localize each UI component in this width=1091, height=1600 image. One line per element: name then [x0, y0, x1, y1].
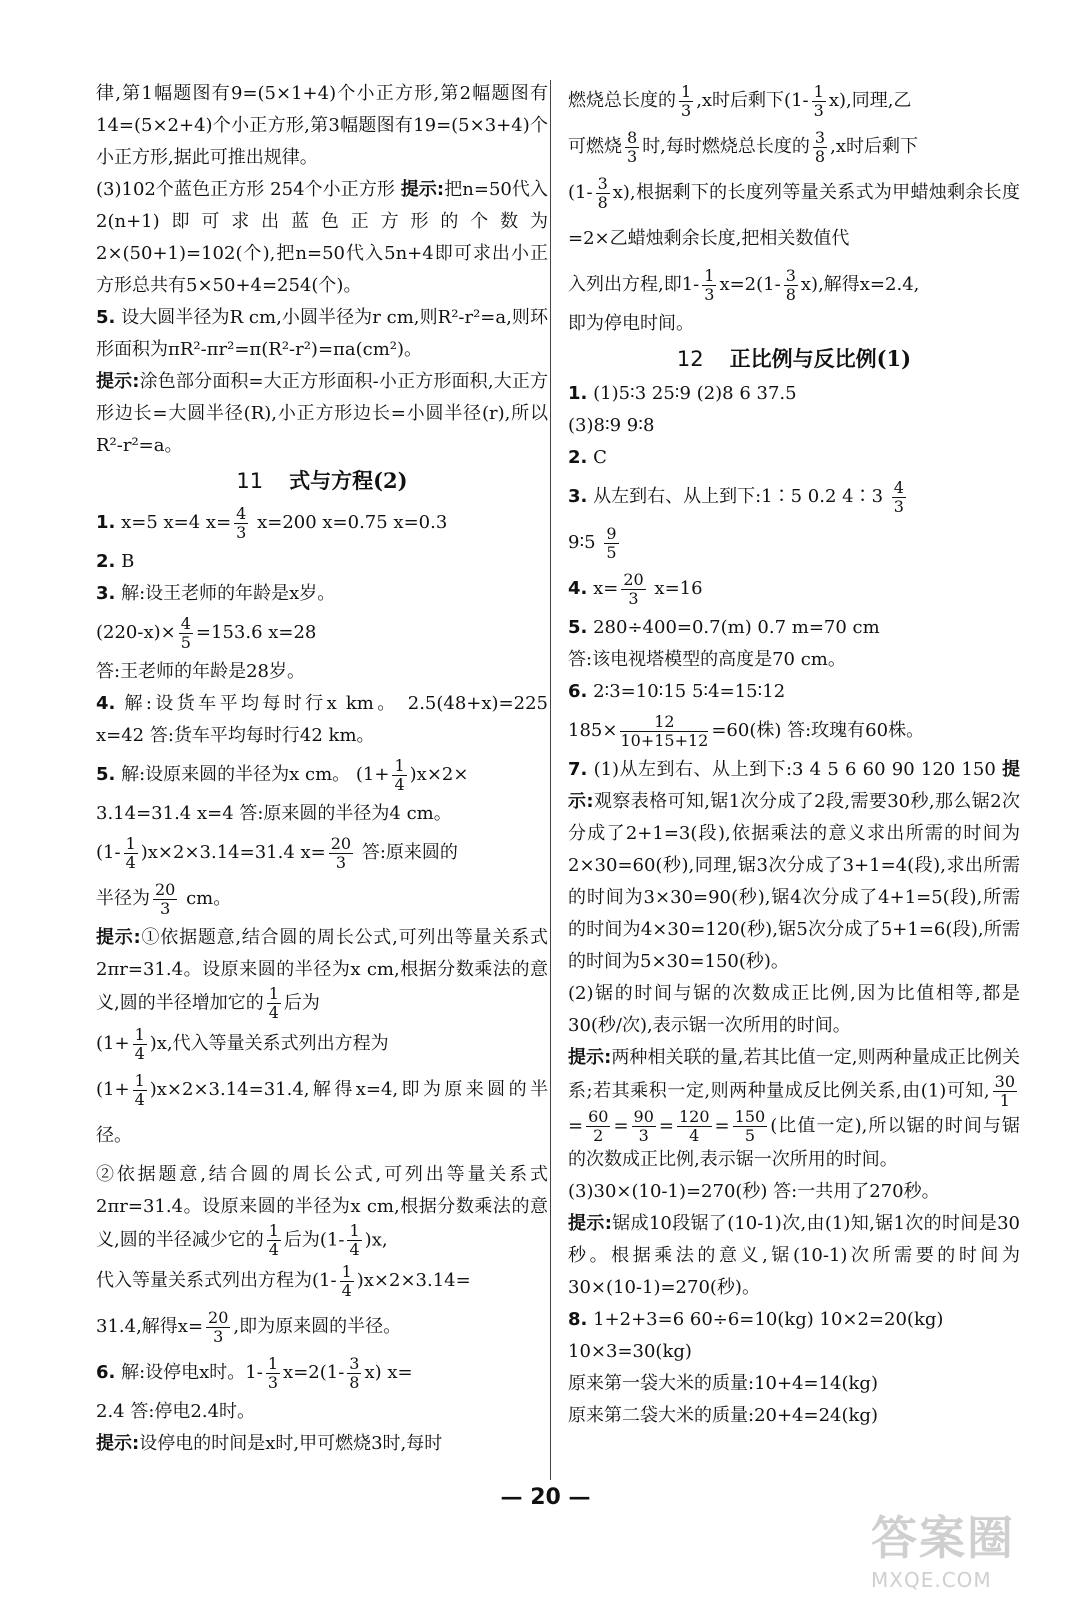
- candle-hint-line1: 燃烧总长度的 $\frac{1}{3}$ ,x时后剩下(1- $\frac{1}{3}$ x),同理,乙: [568, 81, 912, 120]
- candle-hint-line5: 即为停电时间。: [568, 313, 694, 334]
- s11-question-3-equation: (220-x)× $\frac{4}{5}$ =153.6 x=28: [96, 613, 317, 652]
- fraction: $\frac{20}{3}$: [330, 833, 352, 872]
- s12-question-7-part3: (3)30×(10-1)=270(秒) 答:一共用了270秒。: [568, 1181, 940, 1202]
- section-12-title: 12 正比例与反比例(1): [676, 346, 912, 371]
- s11-question-5-line2: 3.14=31.4 x=4 答:原来圆的半径为4 cm。: [96, 803, 452, 824]
- fraction: $\frac{3}{8}$: [597, 173, 608, 212]
- right-column: [568, 78, 1020, 1432]
- fraction: $\frac{90}{3}$: [633, 1107, 654, 1145]
- fraction: $\frac{20}{3}$: [208, 1307, 229, 1346]
- question-5-hint: 提示:涂色部分面积=大正方形面积-小正方形面积,大正方形边长=大圆半径(R),小正方形边长=小圆半径(r),所以R²-r²=a。: [96, 371, 548, 456]
- s12-question-7-hint: 提示:两种相关联的量,若其比值一定,则两种量成正比例关系;若其乘积一定,则两种量成反比例关系,由(1)可知, $\frac{30}{1}$ = $\frac{60}{2}$ = $\frac{90}{3}$ = $\frac{120}{4}$ = $\frac{150}{5}$ (比值一定),所以锯的时间与锯的次数成正比例,表示锯一次所用的时间。: [568, 1047, 1020, 1170]
- s12-question-4: 4. x= $\frac{20}{3}$ x=16: [568, 569, 703, 608]
- s11-hint-2-line2: 代入等量关系式列出方程为(1- $\frac{1}{4}$ )x×2×3.14=: [96, 1261, 471, 1300]
- s12-question-2: 2. C: [568, 447, 607, 468]
- fraction: $\frac{1}{3}$: [813, 81, 824, 120]
- candle-hint-line4: 入列出方程,即1- $\frac{1}{3}$ x=2(1- $\frac{3}{8}$ x),解得x=2.4,: [568, 265, 920, 304]
- fraction: $\frac{1}{4}$: [349, 1221, 360, 1259]
- s11-hint-2: ②依据题意,结合圆的周长公式,可列出等量关系式2πr=31.4。设原来圆的半径为x cm,根据分数乘法的意义,圆的半径减少它的 $\frac{1}{4}$ 后为(1- $\frac{1}{4}$ )x,: [96, 1164, 548, 1259]
- s11-hint-1-line3: (1+ $\frac{1}{4}$ )x×2×3.14=31.4,解得x=4,即为原来圆的半径。: [96, 1070, 548, 1146]
- s12-question-7-part2: (2)锯的时间与锯的次数成正比例,因为比值相等,都是30(秒/次),表示锯一次所用的时间。: [568, 983, 1020, 1036]
- fraction: $\frac{12}{10+15+12}$: [620, 711, 709, 750]
- s12-question-1-line2: (3)8∶9 9∶8: [568, 415, 655, 436]
- fraction: $\frac{1}{4}$: [125, 833, 136, 872]
- s12-question-8-line2: 10×3=30(kg): [568, 1341, 692, 1362]
- paragraph-blue-squares: (3)102个蓝色正方形 254个小正方形 提示:把n=50代入2(n+1)即可求出蓝色正方形的个数为2×(50+1)=102(个),把n=50代入5n+4即可求出小正方形总共有5×50+4=254(个)。: [96, 179, 548, 296]
- s11-question-6: 6. 解:设停电x时。1- $\frac{1}{3}$ x=2(1- $\frac{3}{8}$ x) x=: [96, 1353, 413, 1392]
- left-column: [96, 78, 548, 1460]
- s11-hint-1: 提示:①依据题意,结合圆的周长公式,可列出等量关系式2πr=31.4。设原来圆的半径为x cm,根据分数乘法的意义,圆的半径增加它的 $\frac{1}{4}$ 后为: [96, 927, 548, 1022]
- s11-question-6-answer: 2.4 答:停电2.4时。: [96, 1401, 256, 1422]
- fraction: $\frac{30}{1}$: [994, 1072, 1015, 1110]
- hint-label: 提示:: [400, 179, 445, 200]
- s11-question-3-answer: 答:王老师的年龄是28岁。: [96, 661, 305, 682]
- fraction: $\frac{3}{8}$: [785, 265, 796, 304]
- fraction: $\frac{1}{4}$: [394, 755, 405, 794]
- fraction: $\frac{9}{5}$: [606, 523, 617, 562]
- fraction: $\frac{3}{8}$: [814, 127, 826, 166]
- s11-question-5-line4: 半径为 $\frac{20}{3}$ cm。: [96, 879, 232, 918]
- question-5: 5. 设大圆半径为R cm,小圆半径为r cm,则R²-r²=a,则环形面积为πR²-πr²=π(R²-r²)=πa(cm²)。: [96, 307, 548, 360]
- s12-question-6-line2: 185× $\frac{12}{10+15+12}$ =60(株) 答:玫瑰有60株。: [568, 711, 925, 750]
- fraction: $\frac{1}{4}$: [341, 1261, 352, 1300]
- fraction: $\frac{20}{3}$: [623, 569, 644, 608]
- s11-hint-2-line3: 31.4,解得x= $\frac{20}{3}$ ,即为原来圆的半径。: [96, 1307, 402, 1346]
- s11-question-6-hint: 提示:设停电的时间是x时,甲可燃烧3时,每时: [96, 1433, 443, 1454]
- s11-question-5: 5. 解:设原来圆的半径为x cm。 (1+ $\frac{1}{4}$ )x×2×: [96, 755, 469, 794]
- s12-question-3: 3. 从左到右、从上到下:1∶5 0.2 4∶3 $\frac{4}{3}$: [568, 477, 904, 516]
- fraction: $\frac{1}{3}$: [267, 1353, 279, 1392]
- s11-question-2: 2. B: [96, 551, 135, 572]
- fraction: $\frac{1}{4}$: [268, 984, 279, 1022]
- s12-question-1: 1. (1)5∶3 25∶9 (2)8 6 37.5: [568, 383, 797, 404]
- fraction: $\frac{150}{5}$: [734, 1107, 766, 1145]
- s12-question-8: 8. 1+2+3=6 60÷6=10(kg) 10×2=20(kg): [568, 1309, 944, 1330]
- s12-question-6: 6. 2∶3=10∶15 5∶4=15∶12: [568, 681, 786, 702]
- fraction: $\frac{4}{5}$: [180, 613, 191, 652]
- fraction: $\frac{4}{3}$: [236, 503, 247, 542]
- fraction: $\frac{1}{4}$: [134, 1070, 145, 1109]
- fraction: $\frac{1}{4}$: [268, 1221, 279, 1259]
- fraction: $\frac{8}{3}$: [627, 127, 638, 166]
- s11-question-5-line3: (1- $\frac{1}{4}$ )x×2×3.14=31.4 x= $\frac{20}{3}$ 答:原来圆的: [96, 833, 458, 872]
- watermark-logo: 答案圈 MXQE.COM: [871, 1511, 1015, 1592]
- section-11-title: 11 式与方程(2): [236, 468, 408, 493]
- fraction: $\frac{20}{3}$: [155, 879, 176, 918]
- fraction: $\frac{60}{2}$: [588, 1107, 609, 1145]
- fraction: $\frac{120}{4}$: [679, 1107, 710, 1145]
- s12-question-8-line4: 原来第二袋大米的质量:20+4=24(kg): [568, 1405, 878, 1426]
- fraction: $\frac{1}{4}$: [134, 1024, 145, 1063]
- fraction: $\frac{1}{3}$: [681, 81, 692, 120]
- candle-hint-line3: (1- $\frac{3}{8}$ x),根据剩下的长度列等量关系式为甲蜡烛剩余长度=2×乙蜡烛剩余长度,把相关数值代: [568, 173, 1020, 249]
- s11-question-3: 3. 解:设王老师的年龄是x岁。: [96, 583, 336, 604]
- s11-question-1: 1. x=5 x=4 x= $\frac{4}{3}$ x=200 x=0.75 x=0.3: [96, 503, 448, 542]
- s12-question-5: 5. 280÷400=0.7(m) 0.7 m=70 cm: [568, 617, 880, 638]
- s12-question-3-line2: 9∶5 $\frac{9}{5}$: [568, 523, 617, 562]
- candle-hint-line2: 可燃烧 $\frac{8}{3}$ 时,每时燃烧总长度的 $\frac{3}{8}$ ,x时后剩下: [568, 127, 918, 166]
- fraction: $\frac{4}{3}$: [893, 477, 904, 516]
- s12-question-8-line3: 原来第一袋大米的质量:10+4=14(kg): [568, 1373, 878, 1394]
- fraction: $\frac{3}{8}$: [349, 1353, 360, 1392]
- fraction: $\frac{1}{3}$: [704, 265, 715, 304]
- column-divider: [550, 80, 551, 1480]
- s11-question-4: 4. 解:设货车平均每时行x km。 2.5(48+x)=225 x=42 答:货车平均每时行42 km。: [96, 693, 548, 746]
- paragraph-pattern: 律,第1幅题图有9=(5×1+4)个小正方形,第2幅题图有14=(5×2+4)个小正方形,第3幅题图有19=(5×3+4)个小正方形,据此可推出规律。: [96, 83, 548, 168]
- s11-hint-1-line2: (1+ $\frac{1}{4}$ )x,代入等量关系式列出方程为: [96, 1024, 389, 1063]
- page-number: — 20 —: [500, 1484, 591, 1510]
- s12-question-7: 7. (1)从左到右、从上到下:3 4 5 6 60 90 120 150 提示:观察表格可知,锯1次分成了2段,需要30秒,那么锯2次分成了2+1=3(段),依据乘法的意义求出所需的时间为2×30=60(秒),同理,锯3次分成了3+1=4(段),求出所需的时间为3×30=90(秒),锯4次分成了4+1=5(段),所需的时间为4×30=120(秒),锯5次分成了5+1=6(段),所需的时间为5×30=150(秒)。: [568, 759, 1020, 972]
- s12-question-7-hint2: 提示:锯成10段锯了(10-1)次,由(1)知,锯1次的时间是30秒。根据乘法的意义,锯(10-1)次所需要的时间为30×(10-1)=270(秒)。: [568, 1213, 1020, 1298]
- s12-question-5-answer: 答:该电视塔模型的高度是70 cm。: [568, 649, 846, 670]
